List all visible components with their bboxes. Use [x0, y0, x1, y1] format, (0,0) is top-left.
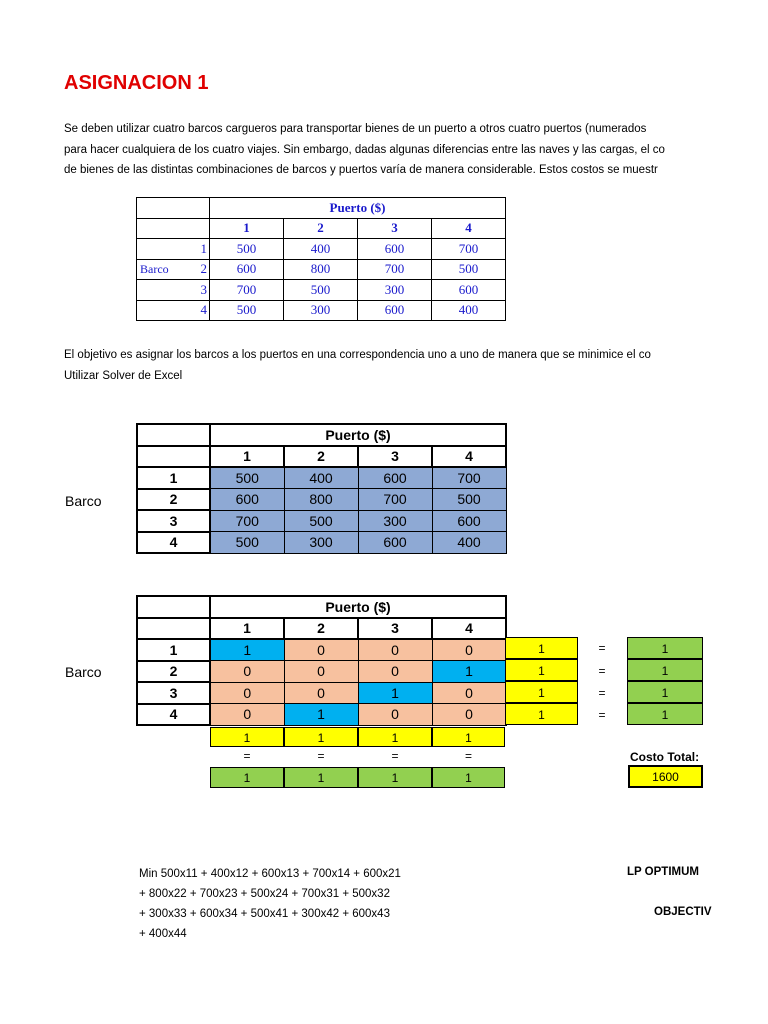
- cost-cell: 500: [432, 259, 506, 280]
- row-rhs-cell: 1: [627, 703, 703, 725]
- ship-number: 2: [137, 661, 210, 683]
- assignment-cell[interactable]: 0: [432, 704, 506, 726]
- cost-table: [136, 423, 507, 554]
- corner-cell: [137, 218, 210, 239]
- cost-cell[interactable]: 500: [432, 489, 506, 511]
- equals-sign: =: [464, 749, 472, 763]
- cost-cell: 300: [358, 280, 432, 301]
- cost-cell: 600: [358, 300, 432, 321]
- row-sum-cell: 1: [505, 637, 578, 659]
- intro-line: de bienes de las distintas combinaciones de barcos y puertos varía de manera considerable. Estos costos se muestr: [64, 164, 658, 176]
- intro-text: [64, 119, 665, 181]
- row-sum-cell: 1: [505, 703, 578, 725]
- cost-cell[interactable]: 500: [210, 532, 284, 554]
- row-rhs-cell: 1: [627, 659, 703, 681]
- col-rhs-cell: 1: [284, 767, 358, 788]
- ship-number: 2: [137, 489, 210, 511]
- ship-number: 3: [137, 682, 210, 704]
- equals-sign: =: [243, 749, 251, 763]
- ship-number: 3: [137, 280, 210, 301]
- ship-number: 4: [137, 532, 210, 554]
- col-rhs-cell: 1: [358, 767, 432, 788]
- cost-cell[interactable]: 400: [284, 467, 358, 489]
- ship-number: 4: [137, 300, 210, 321]
- cost-cell[interactable]: 300: [358, 510, 432, 532]
- cost-cell: 500: [284, 280, 358, 301]
- ship-number: 1: [137, 639, 210, 661]
- cost-table-raw: [136, 197, 506, 321]
- port-number: 1: [210, 218, 284, 239]
- col-sum-cell: 1: [210, 727, 284, 747]
- cost-cell[interactable]: 400: [432, 532, 506, 554]
- cost-cell[interactable]: 500: [210, 467, 284, 489]
- port-number: 3: [358, 446, 432, 468]
- col-rhs-cell: 1: [432, 767, 505, 788]
- port-number: 4: [432, 218, 506, 239]
- corner-cell: [137, 596, 210, 618]
- cost-cell: 300: [284, 300, 358, 321]
- ship-number: 4: [137, 704, 210, 726]
- assignment-cell[interactable]: 0: [284, 661, 358, 683]
- cost-cell[interactable]: 600: [210, 489, 284, 511]
- cost-cell: 600: [210, 259, 284, 280]
- row-rhs-cell: 1: [627, 681, 703, 703]
- corner-cell: [137, 198, 210, 219]
- row-label: Barco: [140, 261, 169, 276]
- cost-cell[interactable]: 300: [284, 532, 358, 554]
- equals-sign: =: [317, 749, 325, 763]
- equals-sign: =: [598, 686, 606, 700]
- cost-cell[interactable]: 800: [284, 489, 358, 511]
- row-label: Barco: [65, 664, 102, 680]
- cost-cell: 600: [432, 280, 506, 301]
- row-sum-cell: 1: [505, 659, 578, 681]
- formula-line: + 300x33 + 600x34 + 500x41 + 300x42 + 600x43: [139, 908, 390, 920]
- col-sum-cell: 1: [284, 727, 358, 747]
- cost-cell: 700: [358, 259, 432, 280]
- formula-line: + 400x44: [139, 928, 187, 940]
- assignment-cell[interactable]: 1: [432, 661, 506, 683]
- cost-cell: 400: [284, 239, 358, 260]
- col-sum-cell: 1: [358, 727, 432, 747]
- assignment-cell[interactable]: 0: [210, 682, 284, 704]
- port-number: 1: [210, 446, 284, 468]
- equals-sign: =: [598, 708, 606, 722]
- cost-cell: 800: [284, 259, 358, 280]
- port-number: 2: [284, 446, 358, 468]
- formula-line: + 800x22 + 700x23 + 500x24 + 700x31 + 500x32: [139, 888, 390, 900]
- assignment-cell[interactable]: 0: [432, 682, 506, 704]
- assignment-cell[interactable]: 0: [358, 639, 432, 661]
- cost-cell[interactable]: 600: [432, 510, 506, 532]
- equals-sign: =: [598, 664, 606, 678]
- intro-line: Se deben utilizar cuatro barcos cargueros para transportar bienes de un puerto a otros cuatro puertos (numerados: [64, 123, 647, 135]
- ship-number: Barco 2: [137, 259, 210, 280]
- cost-cell[interactable]: 500: [284, 510, 358, 532]
- row-label: Barco: [65, 493, 102, 509]
- lp-optimum-label: LP OPTIMUM: [627, 866, 699, 878]
- assignment-cell[interactable]: 1: [358, 682, 432, 704]
- objective-text: [64, 345, 651, 386]
- cost-cell: 500: [210, 239, 284, 260]
- cost-cell: 600: [358, 239, 432, 260]
- cost-cell[interactable]: 600: [358, 467, 432, 489]
- cost-cell: 700: [432, 239, 506, 260]
- ship-number: 3: [137, 510, 210, 532]
- objective-line: Utilizar Solver de Excel: [64, 369, 183, 382]
- cost-cell[interactable]: 700: [358, 489, 432, 511]
- assignment-cell[interactable]: 1: [210, 639, 284, 661]
- equals-sign: =: [391, 749, 399, 763]
- port-header: Puerto ($): [210, 596, 506, 618]
- port-number: 3: [358, 618, 432, 640]
- port-header: Puerto ($): [210, 198, 506, 219]
- ship-number: 1: [137, 467, 210, 489]
- assignment-cell[interactable]: 1: [284, 704, 358, 726]
- assignment-cell[interactable]: 0: [358, 704, 432, 726]
- cost-cell: 700: [210, 280, 284, 301]
- port-number: 4: [432, 446, 506, 468]
- corner-cell: [137, 446, 210, 468]
- ship-number: 1: [137, 239, 210, 260]
- assignment-table: [136, 595, 507, 726]
- assignment-cell[interactable]: 0: [284, 682, 358, 704]
- assignment-cell[interactable]: 0: [358, 661, 432, 683]
- cost-cell: 400: [432, 300, 506, 321]
- assignment-cell[interactable]: 0: [210, 704, 284, 726]
- row-sum-cell: 1: [505, 681, 578, 703]
- col-rhs-cell: 1: [210, 767, 284, 788]
- cost-cell[interactable]: 700: [432, 467, 506, 489]
- col-sum-cell: 1: [432, 727, 505, 747]
- equals-sign: =: [598, 641, 606, 655]
- row-rhs-cell: 1: [627, 637, 703, 659]
- assignment-cell[interactable]: 0: [432, 639, 506, 661]
- corner-cell: [137, 424, 210, 446]
- cost-cell[interactable]: 700: [210, 510, 284, 532]
- assignment-cell[interactable]: 0: [210, 661, 284, 683]
- objective-label: OBJECTIV: [654, 906, 712, 918]
- objective-line: El objetivo es asignar los barcos a los puertos en una correspondencia uno a uno de manera que se minimice el co: [64, 349, 651, 361]
- page-title: ASIGNACION 1: [64, 72, 209, 94]
- port-number: 3: [358, 218, 432, 239]
- assignment-cell[interactable]: 0: [284, 639, 358, 661]
- cost-cell[interactable]: 600: [358, 532, 432, 554]
- port-number: 2: [284, 218, 358, 239]
- total-cost-label: Costo Total:: [630, 750, 700, 764]
- objective-formula: [139, 864, 401, 944]
- port-number: 1: [210, 618, 284, 640]
- intro-line: para hacer cualquiera de los cuatro viajes. Sin embargo, dadas algunas diferencias entre las naves y las cargas, el co: [64, 143, 665, 156]
- port-number: 2: [284, 618, 358, 640]
- cost-cell: 500: [210, 300, 284, 321]
- corner-cell: [137, 618, 210, 640]
- port-header: Puerto ($): [210, 424, 506, 446]
- total-cost-value: 1600: [628, 765, 703, 788]
- port-number: 4: [432, 618, 506, 640]
- formula-line: Min 500x11 + 400x12 + 600x13 + 700x14 + 600x21: [139, 868, 401, 880]
